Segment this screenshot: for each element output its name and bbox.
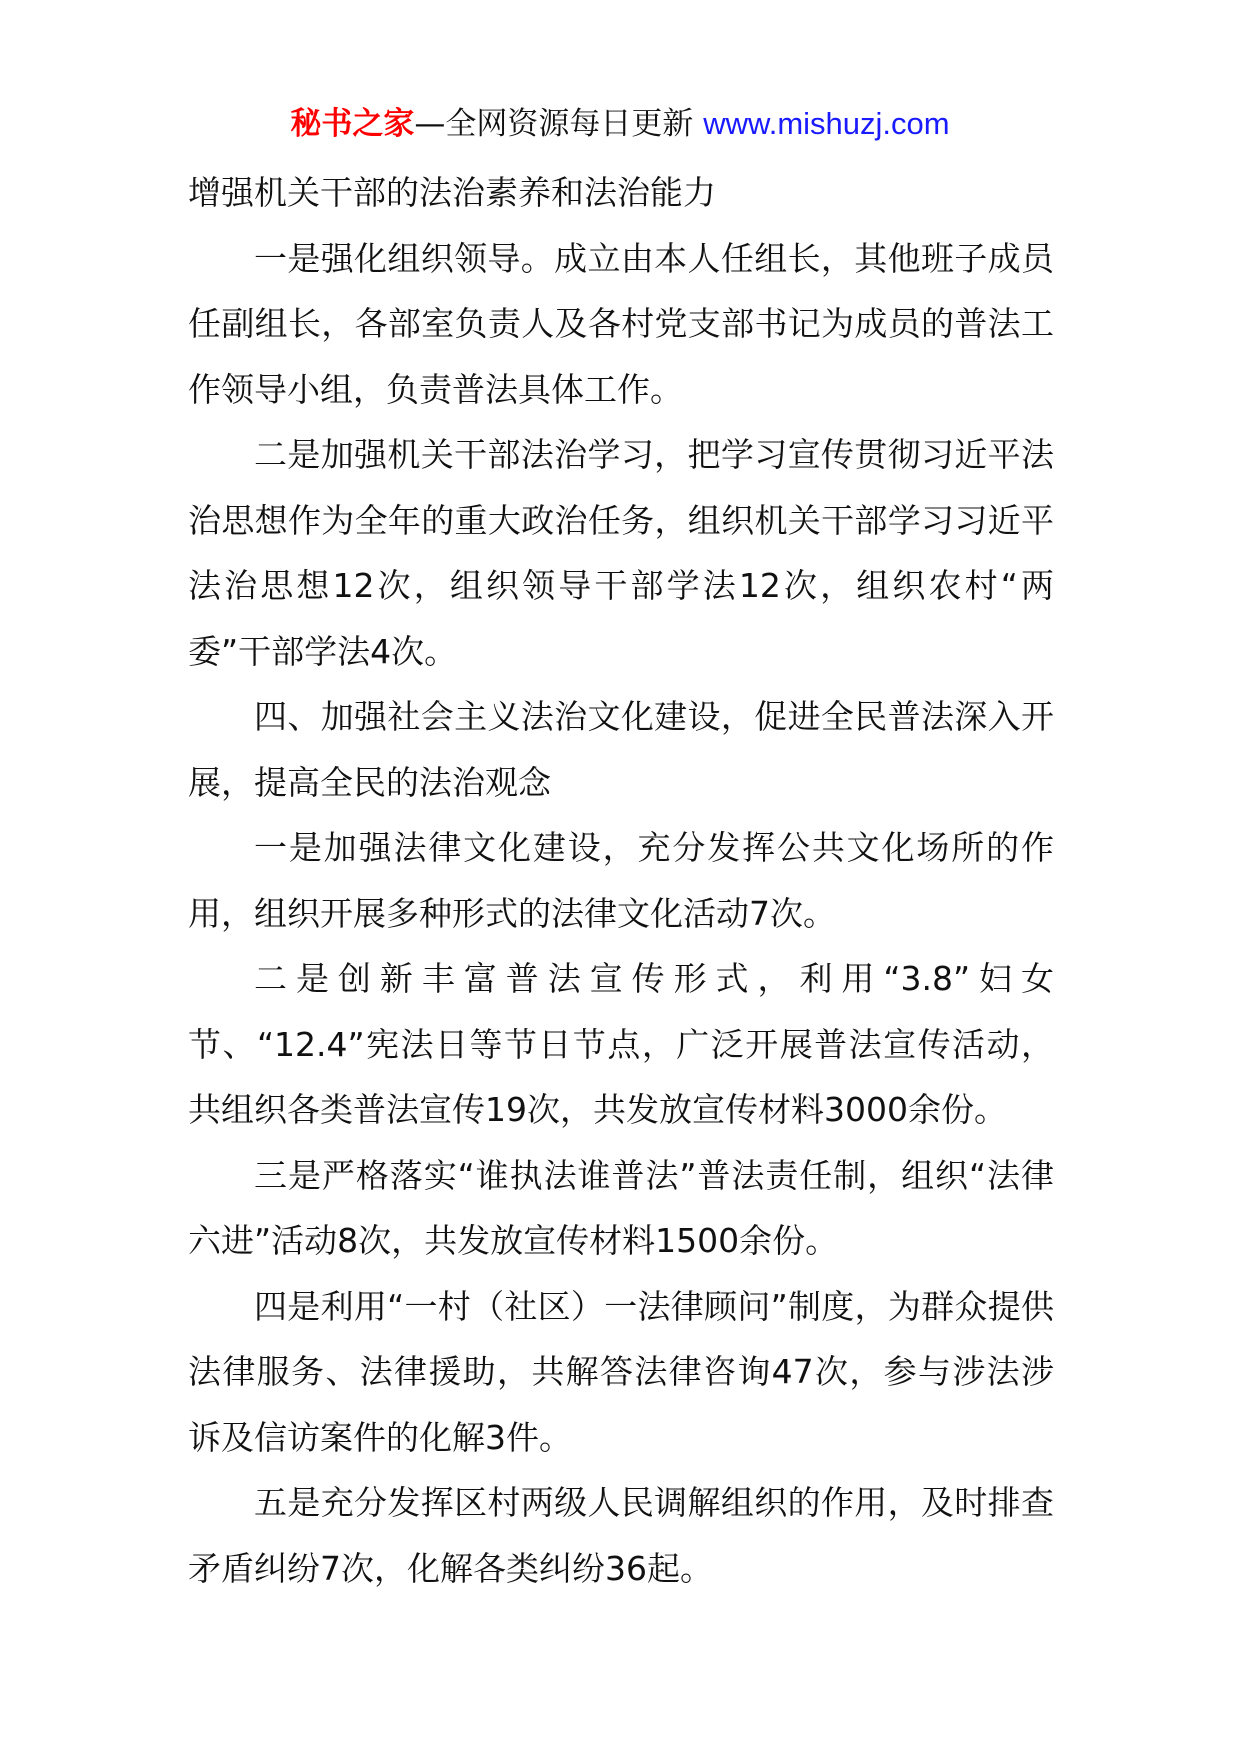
site-url[interactable]: www.mishuzj.com: [703, 106, 950, 141]
paragraph: 一是加强法律文化建设，充分发挥公共文化场所的作用，组织开展多种形式的法律文化活动7次。: [188, 828, 1054, 933]
brand-name: 秘书之家: [290, 106, 415, 142]
paragraph: 五是充分发挥区村两级人民调解组织的作用，及时排查矛盾纠纷7次，化解各类纠纷36起。: [188, 1483, 1054, 1588]
paragraph: 四是利用“一村（社区）一法律顾问”制度，为群众提供法律服务、法律援助，共解答法律咨询47次，参与涉法涉诉及信访案件的化解3件。: [188, 1286, 1054, 1457]
paragraph: 一是强化组织领导。成立由本人任组长，其他班子成员任副组长，各部室负责人及各村党支部书记为成员的普法工作领导小组，负责普法具体工作。: [188, 238, 1054, 409]
paragraph: 三是严格落实“谁执法谁普法”普法责任制，组织“法律六进”活动8次，共发放宣传材料1500余份。: [188, 1155, 1054, 1260]
section-heading: 四、加强社会主义法治文化建设，促进全民普法深入开展，提高全民的法治观念: [188, 697, 1054, 802]
paragraph: 二是加强机关干部法治学习，把学习宣传贯彻习近平法治思想作为全年的重大政治任务，组织机关干部学习习近平法治思想12次，组织领导干部学法12次，组织农村“两委”干部学法4次。: [188, 435, 1054, 671]
header-tagline: —全网资源每日更新: [414, 106, 694, 142]
site-header: [0, 104, 1240, 144]
paragraph: 二是创新丰富普法宣传形式，利用“3.8”妇女节、“12.4”宪法日等节日节点，广泛开展普法宣传活动，共组织各类普法宣传19次，共发放宣传材料3000余份。: [188, 959, 1054, 1129]
document-body: [188, 160, 1054, 1601]
paragraph: 增强机关干部的法治素养和法治能力: [188, 173, 716, 212]
